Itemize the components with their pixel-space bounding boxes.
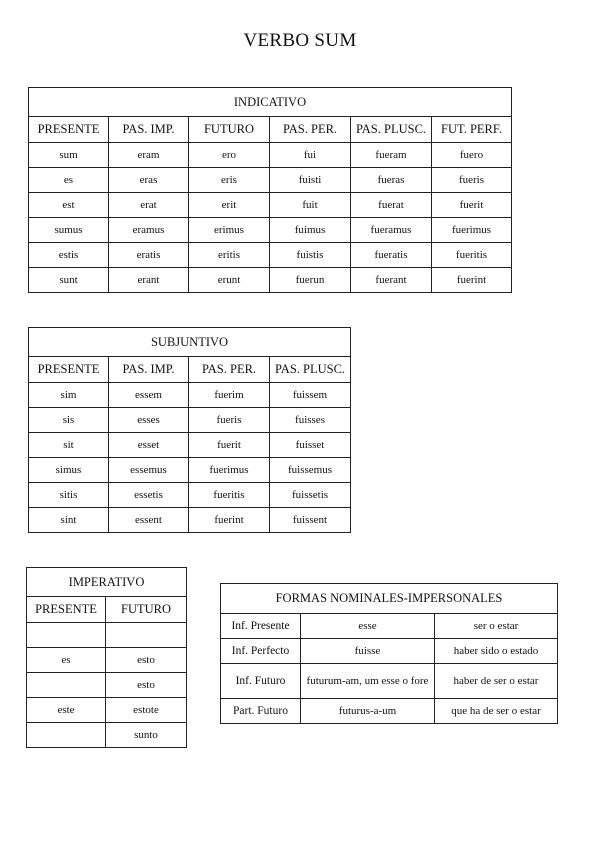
table-caption: FORMAS NOMINALES-IMPERSONALES — [221, 584, 558, 614]
table-cell: essemus — [109, 458, 189, 483]
table-cell: esset — [109, 433, 189, 458]
table-cell: est — [29, 193, 109, 218]
table-cell: essetis — [109, 483, 189, 508]
table-cell: esse — [301, 614, 435, 639]
table-cell: eramus — [109, 218, 189, 243]
table-cell: simus — [29, 458, 109, 483]
row-label: Inf. Perfecto — [221, 639, 301, 664]
table-cell: fui — [270, 143, 351, 168]
table-cell: es — [29, 168, 109, 193]
table-cell: eritis — [189, 243, 270, 268]
table-cell: fuerint — [432, 268, 512, 293]
table-cell — [27, 623, 106, 648]
table-cell: erat — [109, 193, 189, 218]
imperativo-table — [26, 567, 187, 748]
column-header: PRESENTE — [27, 597, 106, 623]
table-cell: sunto — [106, 723, 187, 748]
row-label: Part. Futuro — [221, 699, 301, 724]
table-cell: fueris — [189, 408, 270, 433]
column-header: FUT. PERF. — [432, 117, 512, 143]
table-row — [29, 168, 512, 193]
table-cell: que ha de ser o estar — [435, 699, 558, 724]
table-cell: fuerimus — [432, 218, 512, 243]
table-cell: fueras — [351, 168, 432, 193]
column-header: PAS. PLUSC. — [351, 117, 432, 143]
table-cell: erunt — [189, 268, 270, 293]
table-cell: fueritis — [432, 243, 512, 268]
table-row — [29, 458, 351, 483]
column-header: PRESENTE — [29, 357, 109, 383]
table-caption: IMPERATIVO — [27, 568, 187, 597]
table-row — [29, 408, 351, 433]
page-title: VERBO SUM — [243, 30, 357, 51]
table-cell: erant — [109, 268, 189, 293]
table-cell: haber sido o estado — [435, 639, 558, 664]
table-cell: essent — [109, 508, 189, 533]
table-cell: fuisset — [270, 433, 351, 458]
table-row — [29, 143, 512, 168]
table-row — [27, 698, 187, 723]
table-cell: fuissem — [270, 383, 351, 408]
table-row — [221, 639, 558, 664]
table-row — [27, 623, 187, 648]
table-row — [29, 483, 351, 508]
table-cell: eram — [109, 143, 189, 168]
table-cell: eratis — [109, 243, 189, 268]
table-cell — [27, 673, 106, 698]
table-row — [27, 648, 187, 673]
table-cell: fuit — [270, 193, 351, 218]
table-cell: futurum-am, um esse o fore — [301, 664, 435, 699]
table-cell: sit — [29, 433, 109, 458]
table-cell: fuisses — [270, 408, 351, 433]
table-cell: fuero — [432, 143, 512, 168]
table-cell: erimus — [189, 218, 270, 243]
table-cell: fueramus — [351, 218, 432, 243]
table-cell: este — [27, 698, 106, 723]
table-cell: fuissent — [270, 508, 351, 533]
table-cell: fuisse — [301, 639, 435, 664]
table-cell: esses — [109, 408, 189, 433]
table-cell: sint — [29, 508, 109, 533]
table-row — [29, 268, 512, 293]
table-row — [29, 508, 351, 533]
table-row — [29, 218, 512, 243]
table-cell: fueritis — [189, 483, 270, 508]
table-caption: INDICATIVO — [29, 88, 512, 117]
table-cell: sumus — [29, 218, 109, 243]
table-cell: erit — [189, 193, 270, 218]
table-cell — [106, 623, 187, 648]
table-cell: estote — [106, 698, 187, 723]
table-cell: fuerim — [189, 383, 270, 408]
table-cell: fuissemus — [270, 458, 351, 483]
table-cell: fuistis — [270, 243, 351, 268]
table-cell — [27, 723, 106, 748]
column-header: PAS. PER. — [270, 117, 351, 143]
table-cell: sim — [29, 383, 109, 408]
table-cell: eras — [109, 168, 189, 193]
column-header: FUTURO — [189, 117, 270, 143]
row-label: Inf. Presente — [221, 614, 301, 639]
column-header: PAS. PLUSC. — [270, 357, 351, 383]
table-cell: fueris — [432, 168, 512, 193]
column-header: PRESENTE — [29, 117, 109, 143]
table-cell: fueram — [351, 143, 432, 168]
table-cell: ero — [189, 143, 270, 168]
table-row — [29, 243, 512, 268]
table-row — [27, 723, 187, 748]
table-cell: fuimus — [270, 218, 351, 243]
table-cell: esto — [106, 673, 187, 698]
table-cell: fuissetis — [270, 483, 351, 508]
table-cell: fuisti — [270, 168, 351, 193]
table-cell: essem — [109, 383, 189, 408]
table-cell: futurus-a-um — [301, 699, 435, 724]
column-header: PAS. IMP. — [109, 357, 189, 383]
indicativo-table — [28, 87, 512, 293]
table-cell: sis — [29, 408, 109, 433]
table-cell: sunt — [29, 268, 109, 293]
table-cell: fuerant — [351, 268, 432, 293]
table-cell: fuerint — [189, 508, 270, 533]
table-cell: fuerit — [189, 433, 270, 458]
table-row — [27, 673, 187, 698]
table-row — [29, 433, 351, 458]
column-header: FUTURO — [106, 597, 187, 623]
column-header: PAS. PER. — [189, 357, 270, 383]
table-cell: esto — [106, 648, 187, 673]
table-row — [221, 664, 558, 699]
row-label: Inf. Futuro — [221, 664, 301, 699]
table-cell: es — [27, 648, 106, 673]
column-header: PAS. IMP. — [109, 117, 189, 143]
table-cell: fuerimus — [189, 458, 270, 483]
table-cell: haber de ser o estar — [435, 664, 558, 699]
table-row — [29, 383, 351, 408]
table-cell: sum — [29, 143, 109, 168]
table-caption: SUBJUNTIVO — [29, 328, 351, 357]
table-row — [221, 699, 558, 724]
table-cell: sitis — [29, 483, 109, 508]
table-cell: fueratis — [351, 243, 432, 268]
table-row — [221, 614, 558, 639]
table-cell: fuerit — [432, 193, 512, 218]
table-cell: estis — [29, 243, 109, 268]
table-row — [29, 193, 512, 218]
table-cell: ser o estar — [435, 614, 558, 639]
formas-nominales-table — [220, 583, 558, 724]
table-cell: fuerat — [351, 193, 432, 218]
table-cell: fuerun — [270, 268, 351, 293]
subjuntivo-table — [28, 327, 351, 533]
table-cell: eris — [189, 168, 270, 193]
